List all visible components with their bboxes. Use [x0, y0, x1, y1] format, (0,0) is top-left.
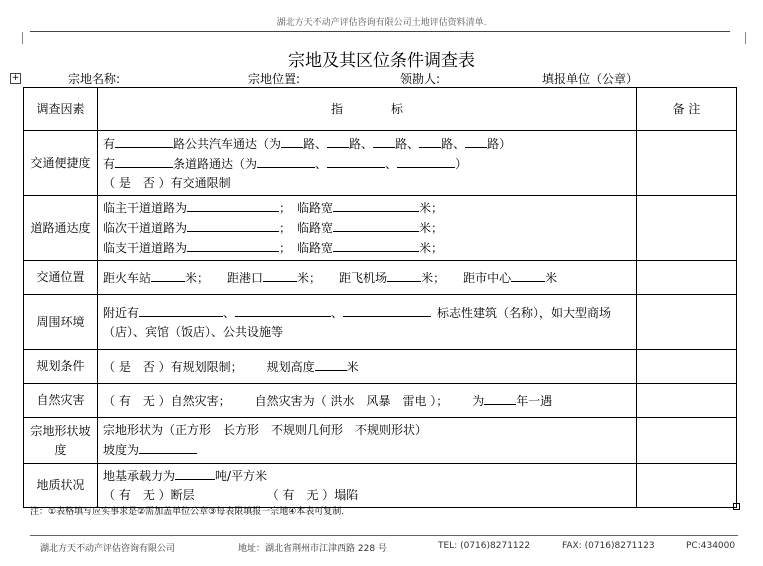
table-move-handle[interactable]: +	[11, 73, 20, 83]
table-row	[24, 196, 737, 261]
surveyor-label: 领勘人:	[400, 72, 441, 86]
table-row	[24, 131, 737, 196]
traffic-cell: 有 路公共汽车通达（为 路、 路、 路、 路、 路） 有 条道路通达（为 、 、 ） （ 是 否 ）有交通限制	[98, 131, 637, 196]
indicator-header: 指 标	[98, 88, 637, 131]
location-cell: 距火车站 米； 距港口 米； 距飞机场 米； 距市中心 米	[98, 261, 637, 295]
remark-cell[interactable]	[637, 261, 737, 295]
table-row	[24, 261, 737, 295]
header-rule	[30, 31, 730, 32]
table-row	[24, 350, 737, 384]
row-label-traffic: 交通便捷度	[24, 131, 98, 196]
row-label-geology: 地质状况	[24, 464, 98, 508]
page-title: 宗地及其区位条件调查表	[288, 51, 475, 71]
survey-table	[23, 87, 737, 508]
table-row	[24, 384, 737, 418]
disaster-cell: （ 有 无 ）自然灾害； 自然灾害为（ 洪水 风暴 雷电 ）； 为 年一遇	[98, 384, 637, 418]
footer-address: 地址：湖北省荆州市江津西路 228 号	[238, 544, 387, 554]
remark-cell[interactable]	[637, 418, 737, 464]
table-row	[24, 418, 737, 464]
row-label-shape: 宗地形状坡度	[24, 418, 98, 464]
remark-cell[interactable]	[637, 350, 737, 384]
table-resize-handle[interactable]	[733, 503, 740, 510]
planning-cell: （ 是 否 ）有规划限制； 规划高度 米	[98, 350, 637, 384]
remark-cell[interactable]	[637, 295, 737, 350]
row-label-location: 交通位置	[24, 261, 98, 295]
row-label-planning: 规划条件	[24, 350, 98, 384]
remark-header: 备 注	[637, 88, 737, 131]
remark-cell[interactable]	[637, 196, 737, 261]
row-label-surround: 周围环境	[24, 295, 98, 350]
footer-company: 湖北方天不动产评估咨询有限公司	[40, 544, 176, 554]
footer-rule	[30, 535, 738, 536]
crop-mark-left	[22, 32, 31, 44]
remark-cell[interactable]	[637, 384, 737, 418]
table-row	[24, 295, 737, 350]
reporting-unit-label: 填报单位（公章）	[542, 72, 639, 86]
road-cell: 临主干道道路为 ； 临路宽 米； 临次干道道路为 ； 临路宽 米； 临支干道道路为 ； 临路宽 米；	[98, 196, 637, 261]
factor-header: 调查因素	[24, 88, 98, 131]
footnote: 注：①表格填写应实事求是②需加盖单位公章③每表限填报一宗地④本表可复制.	[30, 507, 345, 517]
row-label-road: 道路通达度	[24, 196, 98, 261]
page-header: 湖北方天不动产评估咨询有限公司土地评估资料清单.	[276, 18, 487, 28]
crop-mark-right	[737, 32, 746, 44]
footer-postcode: PC:434000	[686, 541, 736, 551]
remark-cell[interactable]	[637, 464, 737, 508]
footer-tel: TEL: (0716)8271122	[438, 541, 531, 551]
shape-cell: 宗地形状为（正方形 长方形 不规则几何形 不规则形状） 坡度为	[98, 418, 637, 464]
remark-cell[interactable]	[637, 131, 737, 196]
parcel-location-label: 宗地位置:	[248, 72, 301, 86]
footer-fax: FAX: (0716)8271123	[562, 541, 655, 551]
table-header-row	[24, 88, 737, 131]
geology-cell: 地基承载力为 吨/平方米 （ 有 无 ）断层 （ 有 无 ）塌陷	[98, 464, 637, 508]
table-row	[24, 464, 737, 508]
surround-cell: 附近有 、 、 标志性建筑（名称），如大型商场 （店）、宾馆（饭店）、公共设施等	[98, 295, 637, 350]
parcel-name-label: 宗地名称:	[68, 72, 121, 86]
row-label-disaster: 自然灾害	[24, 384, 98, 418]
